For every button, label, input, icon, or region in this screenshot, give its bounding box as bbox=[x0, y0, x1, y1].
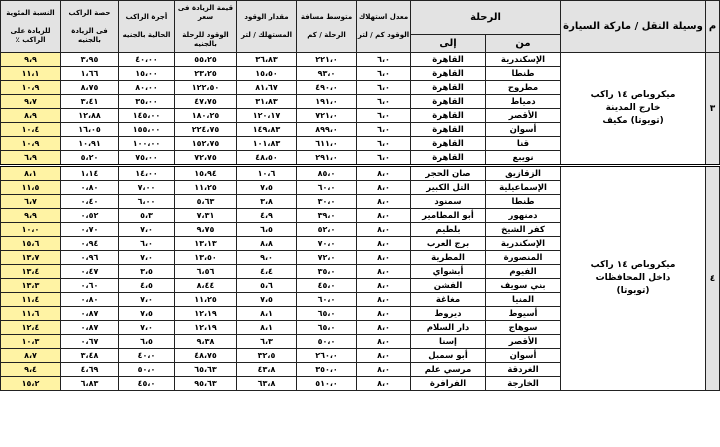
from-cell: الإسكندرية bbox=[486, 53, 561, 67]
pct-ratio-cell: ١٠،٩ bbox=[1, 137, 61, 151]
passenger-share-cell: ٤،٦٩ bbox=[61, 363, 119, 377]
fuel-amount-cell: ٨،١ bbox=[237, 321, 297, 335]
header-trip: الرحلة bbox=[411, 1, 561, 35]
distance-cell: ٥٠،٠ bbox=[297, 335, 357, 349]
fuel-increase-value-cell: ٩،٧٥ bbox=[175, 223, 237, 237]
to-cell: دار السلام bbox=[411, 321, 486, 335]
fuel-increase-value-cell: ٤٨،٧٥ bbox=[175, 349, 237, 363]
current-fare-cell: ٦،٥ bbox=[119, 335, 175, 349]
vehicle-line: داخل المحافظات bbox=[595, 273, 671, 283]
current-fare-cell: ٧٥،٠٠ bbox=[119, 151, 175, 166]
fuel-amount-cell: ١٥،٥٠ bbox=[237, 67, 297, 81]
consumption-rate-cell: ٨،٠ bbox=[357, 293, 411, 307]
distance-cell: ٣٠،٠ bbox=[297, 195, 357, 209]
passenger-share-cell: ١،٦٦ bbox=[61, 67, 119, 81]
fuel-amount-cell: ١٢٠،١٧ bbox=[237, 109, 297, 123]
current-fare-cell: ٧،٠ bbox=[119, 251, 175, 265]
vehicle-line: ميكروباص ١٤ راكب bbox=[590, 90, 676, 100]
fuel-amount-cell: ٨،٨ bbox=[237, 237, 297, 251]
pct-ratio-cell: ١٣،٧ bbox=[1, 251, 61, 265]
fuel-amount-cell: ٣٢،٥ bbox=[237, 349, 297, 363]
from-cell: طنطا bbox=[486, 67, 561, 81]
header-passenger-share: حصة الراكب فى الزيادة بالجنيه bbox=[61, 1, 119, 53]
fuel-increase-value-cell: ٨،٤٤ bbox=[175, 279, 237, 293]
passenger-share-cell: ٠،٦٠ bbox=[61, 279, 119, 293]
consumption-rate-cell: ٦،٠ bbox=[357, 123, 411, 137]
from-cell: المنيا bbox=[486, 293, 561, 307]
consumption-rate-cell: ٨،٠ bbox=[357, 209, 411, 223]
group-number: ٣ bbox=[706, 53, 720, 166]
fuel-increase-value-cell: ٢٣،٢٥ bbox=[175, 67, 237, 81]
distance-cell: ٣٥٠،٠ bbox=[297, 363, 357, 377]
current-fare-cell: ٤،٥ bbox=[119, 279, 175, 293]
from-cell: الخارجة bbox=[486, 377, 561, 391]
to-cell: أبشواي bbox=[411, 265, 486, 279]
passenger-share-cell: ٠،٧٠ bbox=[61, 223, 119, 237]
fuel-increase-value-cell: ١٢٢،٥٠ bbox=[175, 81, 237, 95]
distance-cell: ٦٠،٠ bbox=[297, 293, 357, 307]
consumption-rate-cell: ٦،٠ bbox=[357, 53, 411, 67]
fuel-increase-value-cell: ١١،٢٥ bbox=[175, 181, 237, 195]
from-cell: قنا bbox=[486, 137, 561, 151]
to-cell: القاهرة bbox=[411, 137, 486, 151]
fuel-amount-cell: ٤٣،٨ bbox=[237, 363, 297, 377]
current-fare-cell: ٤٠،٠ bbox=[119, 349, 175, 363]
pct-ratio-cell: ٩،٩ bbox=[1, 53, 61, 67]
distance-cell: ٣٩،٠ bbox=[297, 209, 357, 223]
fuel-amount-cell: ٣١،٨٣ bbox=[237, 95, 297, 109]
passenger-share-cell: ١٦،٠٥ bbox=[61, 123, 119, 137]
consumption-rate-cell: ٨،٠ bbox=[357, 349, 411, 363]
from-cell: أسوان bbox=[486, 349, 561, 363]
passenger-share-cell: ١٠،٩١ bbox=[61, 137, 119, 151]
pct-ratio-cell: ٦،٩ bbox=[1, 151, 61, 166]
distance-cell: ٧٠،٠ bbox=[297, 237, 357, 251]
to-cell: صان الحجر bbox=[411, 166, 486, 181]
fuel-increase-value-cell: ١٢،١٩ bbox=[175, 321, 237, 335]
consumption-rate-cell: ٦،٠ bbox=[357, 67, 411, 81]
consumption-rate-cell: ٨،٠ bbox=[357, 279, 411, 293]
fuel-increase-value-cell: ٩،٣٨ bbox=[175, 335, 237, 349]
fuel-amount-cell: ٨١،٦٧ bbox=[237, 81, 297, 95]
fuel-increase-value-cell: ٦،٥٦ bbox=[175, 265, 237, 279]
fuel-amount-cell: ٦،٣ bbox=[237, 335, 297, 349]
consumption-rate-cell: ٨،٠ bbox=[357, 223, 411, 237]
from-cell: المنصورة bbox=[486, 251, 561, 265]
from-cell: الأقصر bbox=[486, 109, 561, 123]
from-cell: أسيوط bbox=[486, 307, 561, 321]
to-cell: القاهرة bbox=[411, 95, 486, 109]
from-cell: نويبع bbox=[486, 151, 561, 166]
distance-cell: ٢٩١،٠ bbox=[297, 151, 357, 166]
passenger-share-cell: ٣،٩٥ bbox=[61, 53, 119, 67]
current-fare-cell: ٧،٠ bbox=[119, 223, 175, 237]
consumption-rate-cell: ٦،٠ bbox=[357, 151, 411, 166]
from-cell: دمياط bbox=[486, 95, 561, 109]
distance-cell: ٤٩٠،٠ bbox=[297, 81, 357, 95]
passenger-share-cell: ٠،٨٧ bbox=[61, 321, 119, 335]
header-fuel-increase-value: قيمة الزيادة فى سعر الوقود للرحلة بالجنيه bbox=[175, 1, 237, 53]
pct-ratio-cell: ٩،٧ bbox=[1, 95, 61, 109]
current-fare-cell: ٧،٠ bbox=[119, 321, 175, 335]
from-cell: سوهاج bbox=[486, 321, 561, 335]
to-cell: القاهرة bbox=[411, 151, 486, 166]
current-fare-cell: ٧،٥ bbox=[119, 307, 175, 321]
consumption-rate-cell: ٦،٠ bbox=[357, 109, 411, 123]
distance-cell: ٢٢١،٠ bbox=[297, 53, 357, 67]
pct-ratio-cell: ١٥،٢ bbox=[1, 377, 61, 391]
consumption-rate-cell: ٨،٠ bbox=[357, 181, 411, 195]
passenger-share-cell: ٠،٨٧ bbox=[61, 307, 119, 321]
fuel-amount-cell: ٣٦،٨٣ bbox=[237, 53, 297, 67]
pct-ratio-cell: ٨،١ bbox=[1, 166, 61, 181]
current-fare-cell: ١٥،٠٠ bbox=[119, 67, 175, 81]
fuel-amount-cell: ٩،٠ bbox=[237, 251, 297, 265]
pct-ratio-cell: ٩،٩ bbox=[1, 209, 61, 223]
current-fare-cell: ١٠٠،٠٠ bbox=[119, 137, 175, 151]
fuel-increase-value-cell: ١٣،١٣ bbox=[175, 237, 237, 251]
to-cell: أبو المطامير bbox=[411, 209, 486, 223]
passenger-share-cell: ٠،٦٧ bbox=[61, 335, 119, 349]
pct-ratio-cell: ٦،٧ bbox=[1, 195, 61, 209]
passenger-share-cell: ١،١٤ bbox=[61, 166, 119, 181]
distance-cell: ٥١٠،٠ bbox=[297, 377, 357, 391]
fuel-amount-cell: ٦،٥ bbox=[237, 223, 297, 237]
from-cell: الفيوم bbox=[486, 265, 561, 279]
current-fare-cell: ٧،٠٠ bbox=[119, 181, 175, 195]
current-fare-cell: ١٤،٠٠ bbox=[119, 166, 175, 181]
pct-ratio-cell: ١٣،٤ bbox=[1, 265, 61, 279]
current-fare-cell: ٥٠،٠ bbox=[119, 363, 175, 377]
fuel-increase-value-cell: ٧،٣١ bbox=[175, 209, 237, 223]
fuel-amount-cell: ٣،٨ bbox=[237, 195, 297, 209]
table-header bbox=[1, 1, 720, 53]
passenger-share-cell: ١٢،٨٨ bbox=[61, 109, 119, 123]
consumption-rate-cell: ٨،٠ bbox=[357, 335, 411, 349]
consumption-rate-cell: ٦،٠ bbox=[357, 137, 411, 151]
to-cell: بلطيم bbox=[411, 223, 486, 237]
pct-ratio-cell: ١٢،٤ bbox=[1, 321, 61, 335]
to-cell: القاهرة bbox=[411, 53, 486, 67]
vehicle-line: (تويوتا) مكيف bbox=[602, 116, 664, 126]
pct-ratio-cell: ٨،٧ bbox=[1, 349, 61, 363]
passenger-share-cell: ٦،٨٣ bbox=[61, 377, 119, 391]
vehicle-line: (تويوتا) bbox=[616, 286, 650, 296]
vehicle-type-cell bbox=[561, 53, 706, 166]
header-to: إلى bbox=[411, 35, 486, 53]
current-fare-cell: ٤٠،٠٠ bbox=[119, 53, 175, 67]
distance-cell: ٨٩٩،٠ bbox=[297, 123, 357, 137]
fuel-increase-value-cell: ١٥،٩٤ bbox=[175, 166, 237, 181]
passenger-share-cell: ٣،٤١ bbox=[61, 95, 119, 109]
fuel-amount-cell: ٦٣،٨ bbox=[237, 377, 297, 391]
distance-cell: ٦٥،٠ bbox=[297, 321, 357, 335]
to-cell: القاهرة bbox=[411, 123, 486, 137]
distance-cell: ٨٥،٠ bbox=[297, 166, 357, 181]
distance-cell: ٤٥،٠ bbox=[297, 279, 357, 293]
distance-cell: ٧٢،٠ bbox=[297, 251, 357, 265]
table-body bbox=[1, 53, 720, 391]
from-cell: الإسكندرية bbox=[486, 237, 561, 251]
consumption-rate-cell: ٨،٠ bbox=[357, 321, 411, 335]
distance-cell: ٩٣،٠ bbox=[297, 67, 357, 81]
to-cell: سمنود bbox=[411, 195, 486, 209]
from-cell: الأقصر bbox=[486, 335, 561, 349]
consumption-rate-cell: ٨،٠ bbox=[357, 363, 411, 377]
passenger-share-cell: ٠،٥٢ bbox=[61, 209, 119, 223]
passenger-share-cell: ٠،٤٠ bbox=[61, 195, 119, 209]
distance-cell: ٦١١،٠ bbox=[297, 137, 357, 151]
to-cell: القاهرة bbox=[411, 67, 486, 81]
current-fare-cell: ٦،٠٠ bbox=[119, 195, 175, 209]
current-fare-cell: ٣،٥ bbox=[119, 265, 175, 279]
from-cell: الإسماعيلية bbox=[486, 181, 561, 195]
header-vehicle: وسيلة النقل / ماركة السيارة bbox=[561, 1, 706, 53]
consumption-rate-cell: ٨،٠ bbox=[357, 166, 411, 181]
header-fuel-amount: مقدار الوقود المستهلك / لتر bbox=[237, 1, 297, 53]
to-cell: المطرية bbox=[411, 251, 486, 265]
current-fare-cell: ٦،٠ bbox=[119, 237, 175, 251]
consumption-rate-cell: ٦،٠ bbox=[357, 81, 411, 95]
from-cell: كفر الشيخ bbox=[486, 223, 561, 237]
fuel-amount-cell: ١٠١،٨٣ bbox=[237, 137, 297, 151]
to-cell: القاهرة bbox=[411, 81, 486, 95]
current-fare-cell: ٧،٠ bbox=[119, 293, 175, 307]
from-cell: الزقازيق bbox=[486, 166, 561, 181]
pct-ratio-cell: ١٠،٤ bbox=[1, 123, 61, 137]
fuel-increase-value-cell: ٦٥،٦٣ bbox=[175, 363, 237, 377]
distance-cell: ٥٢،٠ bbox=[297, 223, 357, 237]
pct-ratio-cell: ١٣،٣ bbox=[1, 279, 61, 293]
fuel-amount-cell: ٤،٩ bbox=[237, 209, 297, 223]
distance-cell: ٢٦٠،٠ bbox=[297, 349, 357, 363]
to-cell: مغاغة bbox=[411, 293, 486, 307]
consumption-rate-cell: ٨،٠ bbox=[357, 377, 411, 391]
vehicle-type-cell bbox=[561, 166, 706, 391]
current-fare-cell: ١٥٥،٠٠ bbox=[119, 123, 175, 137]
to-cell: إسنا bbox=[411, 335, 486, 349]
fuel-amount-cell: ٤٨،٥٠ bbox=[237, 151, 297, 166]
current-fare-cell: ١٤٥،٠٠ bbox=[119, 109, 175, 123]
to-cell: الفرافرة bbox=[411, 377, 486, 391]
header-from: من bbox=[486, 35, 561, 53]
distance-cell: ٣٥،٠ bbox=[297, 265, 357, 279]
consumption-rate-cell: ٦،٠ bbox=[357, 95, 411, 109]
pct-ratio-cell: ١٠،٩ bbox=[1, 81, 61, 95]
from-cell: بني سويف bbox=[486, 279, 561, 293]
consumption-rate-cell: ٨،٠ bbox=[357, 251, 411, 265]
fuel-amount-cell: ٧،٥ bbox=[237, 181, 297, 195]
pct-ratio-cell: ١٥،٦ bbox=[1, 237, 61, 251]
fuel-amount-cell: ٤،٤ bbox=[237, 265, 297, 279]
from-cell: أسوان bbox=[486, 123, 561, 137]
fuel-increase-value-cell: ٥٥،٢٥ bbox=[175, 53, 237, 67]
consumption-rate-cell: ٨،٠ bbox=[357, 195, 411, 209]
fuel-increase-value-cell: ٥،٦٣ bbox=[175, 195, 237, 209]
distance-cell: ٧٢١،٠ bbox=[297, 109, 357, 123]
pct-ratio-cell: ٩،٤ bbox=[1, 363, 61, 377]
pct-ratio-cell: ١١،٤ bbox=[1, 293, 61, 307]
fuel-increase-value-cell: ١١،٢٥ bbox=[175, 293, 237, 307]
to-cell: أبو سمبل bbox=[411, 349, 486, 363]
fuel-increase-value-cell: ٩٥،٦٣ bbox=[175, 377, 237, 391]
fuel-amount-cell: ٧،٥ bbox=[237, 293, 297, 307]
pct-ratio-cell: ١١،٦ bbox=[1, 307, 61, 321]
to-cell: التل الكبير bbox=[411, 181, 486, 195]
to-cell: برج العرب bbox=[411, 237, 486, 251]
current-fare-cell: ٤٥،٠ bbox=[119, 377, 175, 391]
header-avg-distance: متوسط مسافة الرحلة / كم bbox=[297, 1, 357, 53]
vehicle-line: خارج المدينة bbox=[605, 103, 661, 113]
passenger-share-cell: ٠،٩٤ bbox=[61, 237, 119, 251]
distance-cell: ١٩١،٠ bbox=[297, 95, 357, 109]
pct-ratio-cell: ١٠،٠ bbox=[1, 223, 61, 237]
pct-ratio-cell: ١٠،٣ bbox=[1, 335, 61, 349]
current-fare-cell: ٨٠،٠٠ bbox=[119, 81, 175, 95]
passenger-share-cell: ٥،٢٠ bbox=[61, 151, 119, 166]
passenger-share-cell: ٠،٨٠ bbox=[61, 181, 119, 195]
fuel-increase-value-cell: ٧٢،٧٥ bbox=[175, 151, 237, 166]
to-cell: القاهرة bbox=[411, 109, 486, 123]
vehicle-line: ميكروباص ١٤ راكب bbox=[590, 260, 676, 270]
passenger-share-cell: ٠،٨٠ bbox=[61, 293, 119, 307]
passenger-share-cell: ٣،٤٨ bbox=[61, 349, 119, 363]
passenger-share-cell: ٨،٧٥ bbox=[61, 81, 119, 95]
fuel-increase-value-cell: ١٨٠،٢٥ bbox=[175, 109, 237, 123]
fuel-amount-cell: ٨،١ bbox=[237, 307, 297, 321]
consumption-rate-cell: ٨،٠ bbox=[357, 265, 411, 279]
fuel-increase-value-cell: ١٣،٥٠ bbox=[175, 251, 237, 265]
fuel-increase-value-cell: ٤٧،٧٥ bbox=[175, 95, 237, 109]
fuel-amount-cell: ١٤٩،٨٣ bbox=[237, 123, 297, 137]
current-fare-cell: ٥،٣ bbox=[119, 209, 175, 223]
fuel-increase-value-cell: ١٢،١٩ bbox=[175, 307, 237, 321]
passenger-share-cell: ٠،٤٧ bbox=[61, 265, 119, 279]
table-row bbox=[1, 166, 720, 181]
to-cell: ديروط bbox=[411, 307, 486, 321]
pct-ratio-cell: ١١،١ bbox=[1, 67, 61, 81]
from-cell: مطروح bbox=[486, 81, 561, 95]
from-cell: دمنهور bbox=[486, 209, 561, 223]
to-cell: مرسي علم bbox=[411, 363, 486, 377]
fuel-increase-value-cell: ١٥٢،٧٥ bbox=[175, 137, 237, 151]
from-cell: الغردقة bbox=[486, 363, 561, 377]
to-cell: الفشن bbox=[411, 279, 486, 293]
group-number: ٤ bbox=[706, 166, 720, 391]
distance-cell: ٦٠،٠ bbox=[297, 181, 357, 195]
pct-ratio-cell: ١١،٥ bbox=[1, 181, 61, 195]
header-current-fare: أجرة الراكب الحالية بالجنيه bbox=[119, 1, 175, 53]
fuel-increase-value-cell: ٢٢٤،٧٥ bbox=[175, 123, 237, 137]
distance-cell: ٦٥،٠ bbox=[297, 307, 357, 321]
consumption-rate-cell: ٨،٠ bbox=[357, 237, 411, 251]
current-fare-cell: ٣٥،٠٠ bbox=[119, 95, 175, 109]
consumption-rate-cell: ٨،٠ bbox=[357, 307, 411, 321]
table-row bbox=[1, 53, 720, 67]
from-cell: طنطا bbox=[486, 195, 561, 209]
fuel-amount-cell: ١٠،٦ bbox=[237, 166, 297, 181]
passenger-share-cell: ٠،٩٦ bbox=[61, 251, 119, 265]
pct-ratio-cell: ٨،٩ bbox=[1, 109, 61, 123]
header-consumption-rate: معدل استهلاك الوقود كم / لتر bbox=[357, 1, 411, 53]
header-m: م bbox=[706, 1, 720, 53]
fuel-amount-cell: ٥،٦ bbox=[237, 279, 297, 293]
header-pct-ratio: النسبة المئوية للزيادة على الراكب ٪ bbox=[1, 1, 61, 53]
